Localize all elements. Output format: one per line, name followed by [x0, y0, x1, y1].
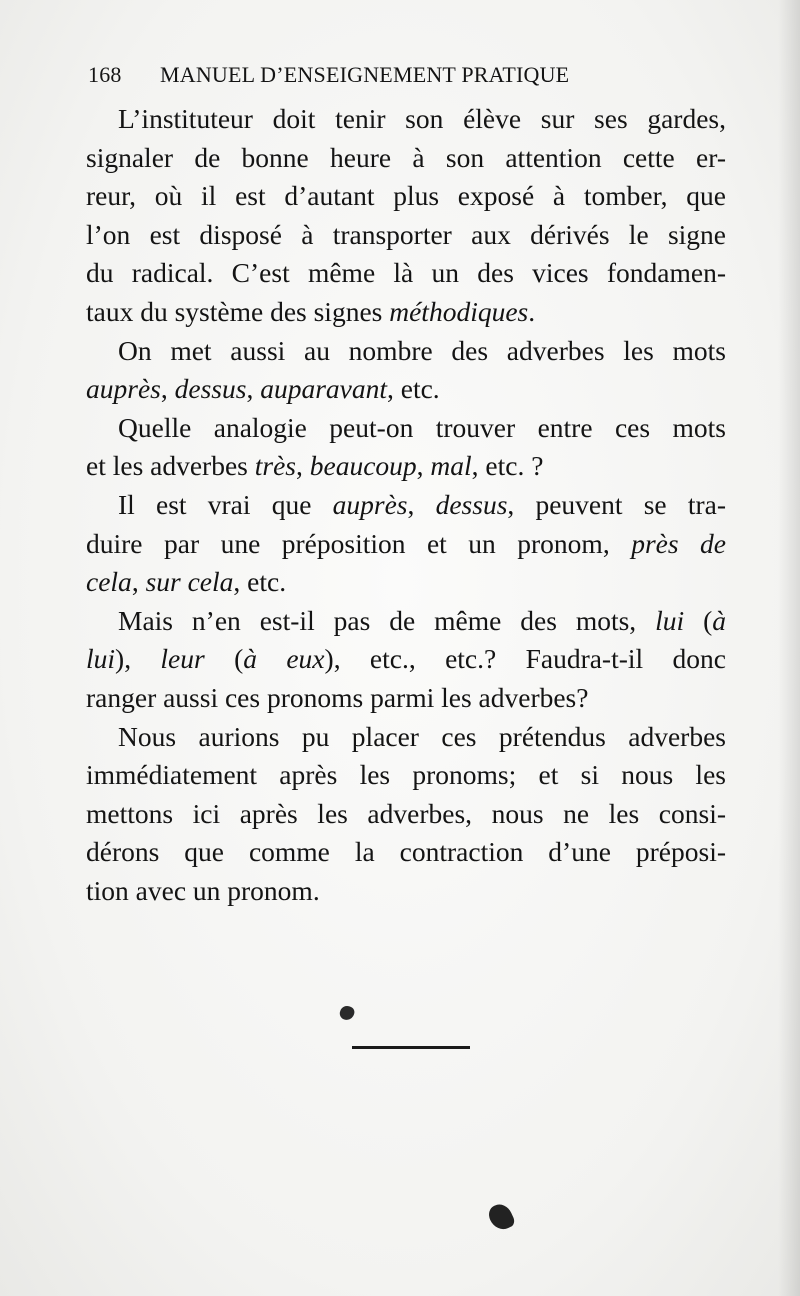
text-line: Il est vrai que auprès, dessus, peuvent se tra- [118, 488, 726, 520]
text-line: l’on est disposé à transporter aux dérivés le signe [86, 218, 726, 250]
text-line: du radical. C’est même là un des vices fondamen- [86, 257, 726, 289]
text-line: On met aussi au nombre des adverbes les mots [118, 334, 726, 366]
end-rule [352, 1046, 470, 1049]
page-number: 168 [88, 62, 122, 87]
page-edge-shadow [778, 0, 800, 1296]
text-line: Quelle analogie peut-on trouver entre ces mots [118, 411, 726, 443]
running-header [88, 62, 648, 88]
text-line: reur, où il est d’autant plus exposé à tomber, que [86, 180, 726, 212]
page-body [86, 100, 726, 910]
text-line: Nous aurions pu placer ces prétendus adverbes [118, 720, 726, 752]
text-line: duire par une préposition et un pronom, près de [86, 527, 726, 559]
ink-blot [486, 1201, 517, 1234]
text-line: mettons ici après les adverbes, nous ne les consi- [86, 797, 726, 829]
ink-speck [338, 1004, 356, 1022]
text-line: dérons que comme la contraction d’une préposi- [86, 836, 726, 868]
text-line: ranger aussi ces pronoms parmi les adverbes? [86, 681, 589, 713]
text-line: immédiatement après les pronoms; et si nous les [86, 759, 726, 791]
text-line: et les adverbes très, beaucoup, mal, etc. ? [86, 450, 544, 482]
text-line: tion avec un pronom. [86, 874, 320, 906]
text-line: lui), leur (à eux), etc., etc.? Faudra-t-il donc [86, 643, 726, 675]
text-line: cela, sur cela, etc. [86, 566, 287, 598]
running-title: MANUEL D’ENSEIGNEMENT PRATIQUE [160, 62, 570, 87]
text-line: Mais n’en est-il pas de même des mots, lui (à [118, 604, 726, 636]
text-line: taux du système des signes méthodiques. [86, 295, 536, 327]
text-line: L’instituteur doit tenir son élève sur ses gardes, [118, 103, 726, 134]
text-line: auprès, dessus, auparavant, etc. [86, 373, 440, 405]
text-line: signaler de bonne heure à son attention cette er- [86, 141, 726, 173]
